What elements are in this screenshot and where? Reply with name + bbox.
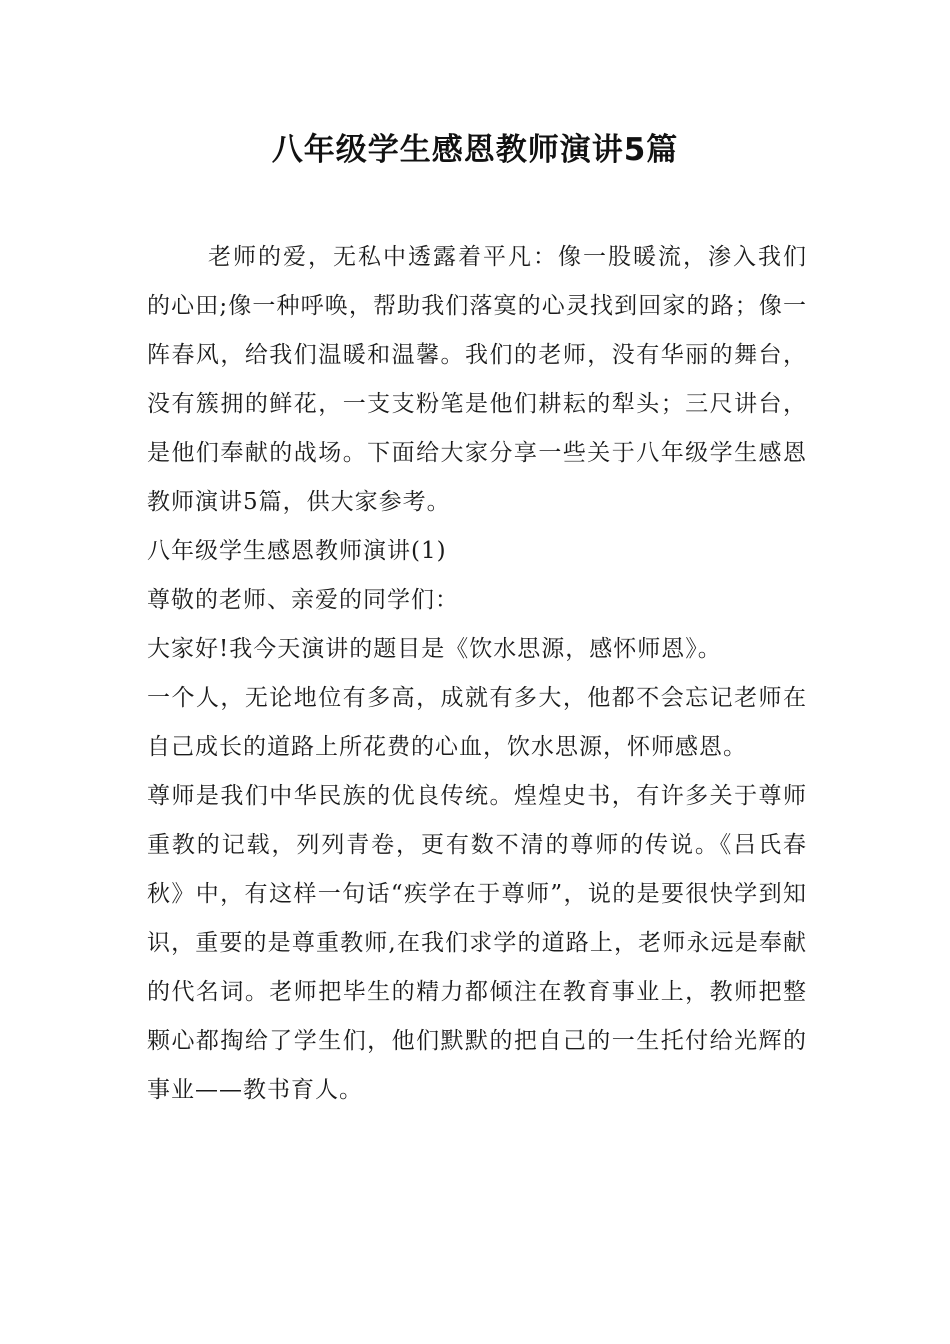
document-body [147,233,807,1115]
body-paragraph: 一个人，无论地位有多高，成就有多大，他都不会忘记老师在自己成长的道路上所花费的心血，饮水思源，怀师感恩。 [147,685,807,760]
section-heading: 八年级学生感恩教师演讲(1) [147,538,447,564]
greeting-paragraph: 大家好!我今天演讲的题目是《饮水思源，感怀师恩》。 [147,636,722,662]
document-title: 八年级学生感恩教师演讲5篇 [271,132,679,168]
body-paragraph: 尊师是我们中华民族的优良传统。煌煌史书，有许多关于尊师重教的记载，列列青卷，更有数不清的尊师的传说。《吕氏春秋》中，有这样一句话“疾学在于尊师”，说的是要很快学到知识，重要的是尊重教师,在我们求学的道路上，老师永远是奉献的代名词。老师把毕生的精力都倾注在教育事业上，教师把整颗心都掏给了学生们，他们默默的把自己的一生托付给光辉的事业——教书育人。 [147,783,807,1103]
salutation: 尊敬的老师、亲爱的同学们： [147,587,459,613]
intro-paragraph: 老师的爱，无私中透露着平凡：像一股暖流，渗入我们的心田;像一种呼唤，帮助我们落寞的心灵找到回家的路；像一阵春风，给我们温暖和温馨。我们的老师，没有华丽的舞台，没有簇拥的鲜花，一支支粉笔是他们耕耘的犁头；三尺讲台，是他们奉献的战场。下面给大家分享一些关于八年级学生感恩教师演讲5篇，供大家参考。 [147,244,807,515]
